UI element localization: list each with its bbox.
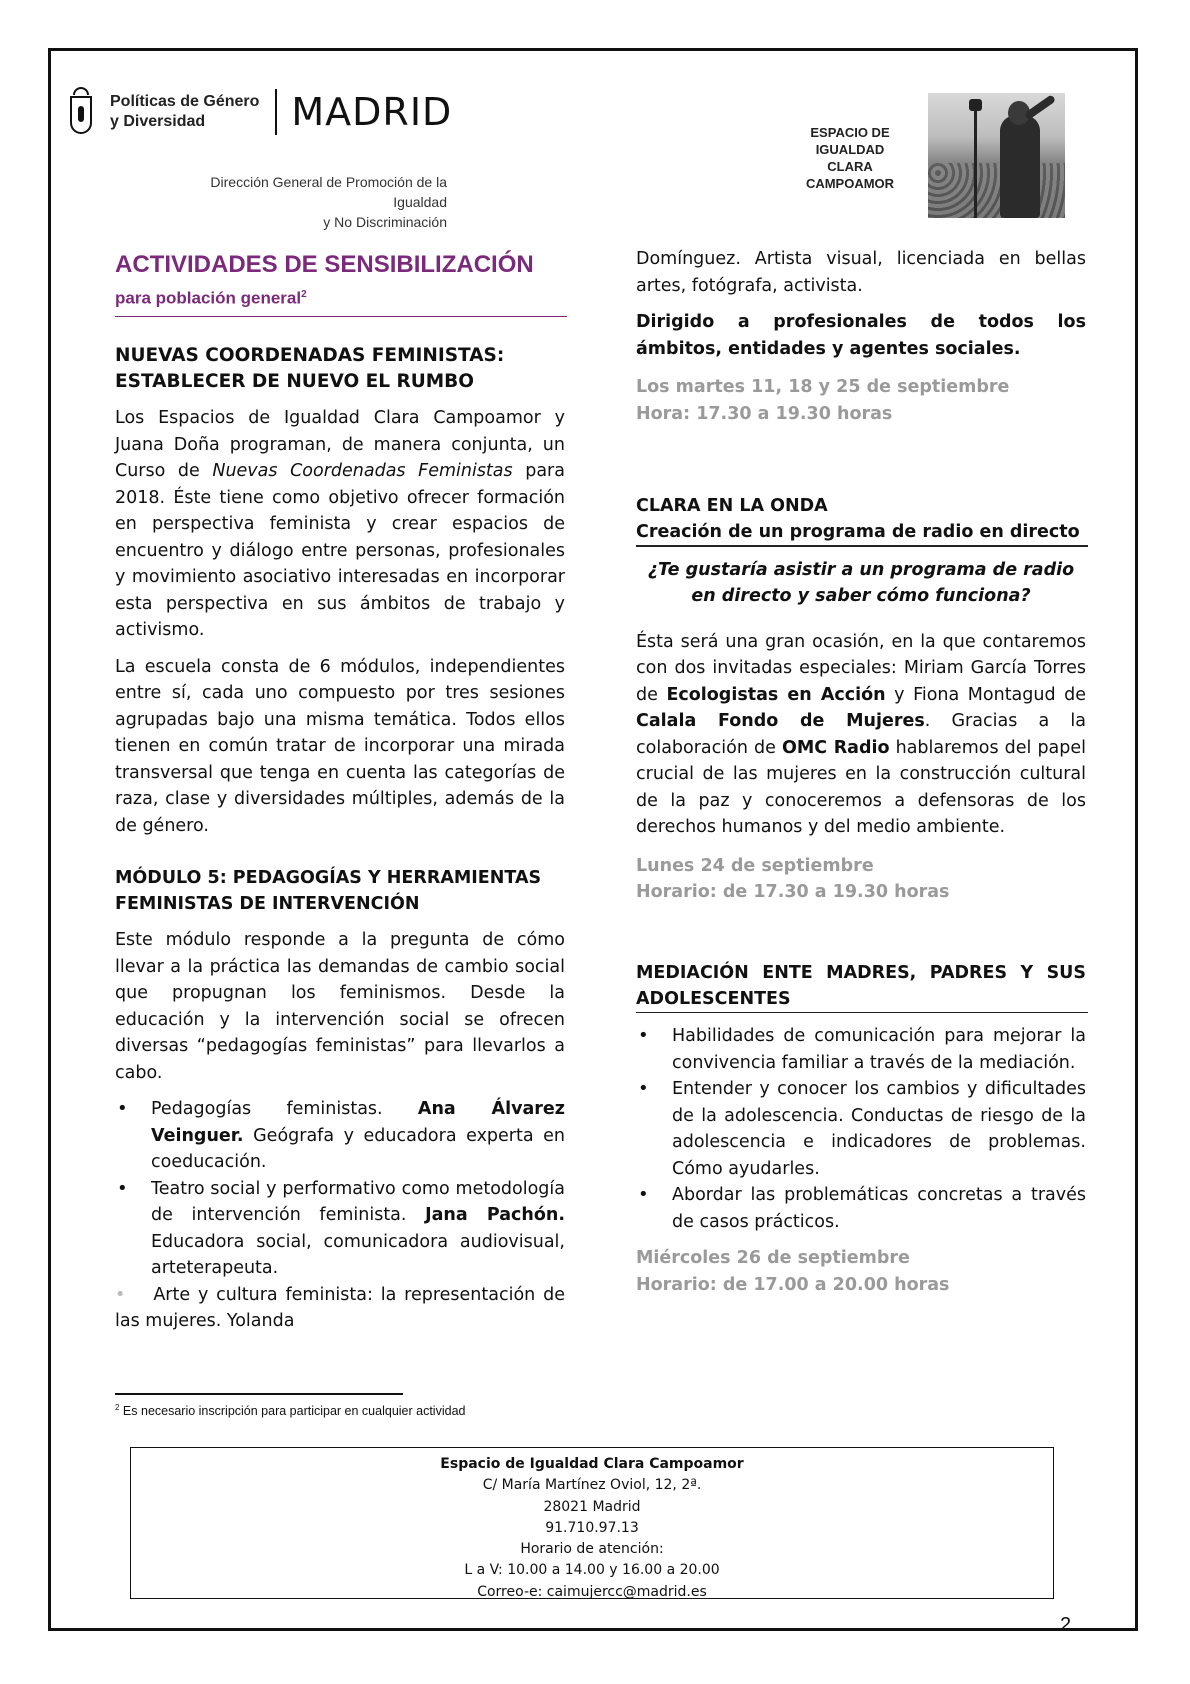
schedule-hours: Horario: de 17.00 a 20.00 horas bbox=[636, 1274, 950, 1295]
contact-email[interactable]: Correo-e: caimujercc@madrid.es bbox=[477, 1583, 707, 1600]
list-item bbox=[115, 1282, 565, 1335]
espacio-label bbox=[790, 124, 910, 192]
audience-text: Dirigido a profesionales de todos los ámbitos, entidades y agentes sociales. bbox=[636, 312, 1086, 359]
schedule-mediacion bbox=[636, 1245, 1086, 1298]
espacio-line: CAMPOAMOR bbox=[805, 176, 895, 191]
footnote-ref[interactable]: 2 bbox=[301, 289, 307, 300]
organization-name: Ecologistas en Acción bbox=[666, 684, 886, 705]
espacio-line: IGUALDAD bbox=[815, 142, 885, 157]
list-item bbox=[115, 1096, 565, 1176]
text-run: Educadora social, comunicadora audiovisual, arteterapeuta. bbox=[151, 1231, 565, 1279]
list-item bbox=[115, 1176, 565, 1282]
contact-phone[interactable]: 91.710.97.13 bbox=[545, 1519, 639, 1536]
section-heading-mediacion: MEDIACIÓN ENTE MADRES, PADRES Y SUS ADOLESCENTES bbox=[636, 962, 1086, 1009]
direccion-general bbox=[155, 172, 447, 232]
left-column bbox=[115, 250, 565, 1335]
text-run: Arte y cultura feminista: la representación de las mujeres. Yolanda bbox=[115, 1284, 565, 1332]
department-name bbox=[110, 92, 259, 132]
dept-line-2: y Diversidad bbox=[110, 113, 206, 130]
contact-title: Espacio de Igualdad Clara Campoamor bbox=[440, 1456, 744, 1472]
bullet-icon: • bbox=[115, 1284, 126, 1305]
paragraph-modulo5: Este módulo responde a la pregunta de cómo llevar a la práctica las demandas de cambio social que propugnan los feminismos. Desde la educación y la intervención social se ofrecen diversas “pedagogías feministas” para llevarlos a cabo. bbox=[115, 930, 565, 1083]
espacio-line: ESPACIO DE bbox=[810, 125, 890, 140]
contact-box bbox=[130, 1447, 1054, 1599]
section-rule bbox=[636, 545, 1088, 547]
list-item-continuation: Domínguez. Artista visual, licenciada en bellas artes, fotógrafa, activista. bbox=[636, 249, 1086, 296]
footnote-number: 2 bbox=[115, 1403, 120, 1412]
madrid-logo bbox=[70, 82, 452, 142]
schedule-modulo5 bbox=[636, 374, 1086, 427]
schedule-hours: Hora: 17.30 a 19.30 horas bbox=[636, 403, 893, 424]
text-run: para 2018. Éste tiene como objetivo ofrecer formación en perspectiva feminista y crear espacios de encuentro y diálogo entre personas, profesionales y movimiento asociativo interesadas en incorporar esta perspectiva en sus ámbitos de trabajo y activismo. bbox=[115, 461, 565, 641]
paragraph-intro bbox=[115, 405, 565, 644]
schedule-hours: Horario: de 17.30 a 19.30 horas bbox=[636, 882, 950, 902]
heading-line: ESTABLECER DE NUEVO EL RUMBO bbox=[115, 371, 474, 393]
page-title: ACTIVIDADES DE SENSIBILIZACIÓN bbox=[115, 251, 534, 278]
espacio-line: CLARA bbox=[827, 159, 873, 174]
text-run: Ésta será una gran ocasión, en la que contaremos con dos invitadas especiales: Miriam García Torres de bbox=[636, 631, 1086, 705]
section-heading-modulo5 bbox=[115, 865, 565, 917]
section-rule bbox=[636, 1012, 1088, 1014]
section-heading-coordenadas bbox=[115, 343, 565, 395]
speaker-name: Ana Álvarez Veinguer. bbox=[151, 1099, 565, 1146]
page-subtitle bbox=[115, 284, 565, 310]
list-item: • Abordar las problemáticas concretas a través de casos prácticos. bbox=[636, 1182, 1086, 1235]
speaker-name: Jana Pachón. bbox=[425, 1205, 565, 1226]
page-number: 2 bbox=[1060, 1614, 1072, 1636]
text-run: Los Espacios de Igualdad Clara Campoamor y Juana Doña programan, de manera conjunta, un Curso de bbox=[115, 408, 565, 482]
list-item: • Habilidades de comunicación para mejorar la convivencia familiar a través de la mediación. bbox=[636, 1023, 1086, 1076]
direccion-line-1: Dirección General de Promoción de la Igualdad bbox=[210, 174, 447, 210]
schedule-date: Los martes 11, 18 y 25 de septiembre bbox=[636, 377, 1010, 397]
footnote-rule bbox=[115, 1393, 403, 1395]
schedule-radio bbox=[636, 853, 1086, 906]
footnote-text: Es necesario inscripción para participar en cualquier actividad bbox=[119, 1404, 466, 1419]
schedule-date: Lunes 24 de septiembre bbox=[636, 855, 874, 876]
mediacion-list bbox=[636, 1023, 1086, 1235]
logo-divider bbox=[275, 89, 277, 135]
contact-city: 28021 Madrid bbox=[543, 1498, 641, 1515]
list-item: • Entender y conocer los cambios y dificultades de la adolescencia. Conductas de riesgo de la adolescencia e indicadores de problemas. Cómo ayudarles. bbox=[636, 1076, 1086, 1182]
organization-name: OMC Radio bbox=[781, 737, 890, 758]
text-run: . Gracias a la colaboración de bbox=[636, 711, 1086, 758]
city-wordmark: MADRID bbox=[291, 90, 453, 134]
contact-address: C/ María Martínez Oviol, 12, 2ª. bbox=[482, 1477, 702, 1494]
section-heading-radio bbox=[636, 493, 1086, 545]
contact-hours: L a V: 10.00 a 14.00 y 16.00 a 20.00 bbox=[464, 1562, 720, 1579]
text-run: y Fiona Montagud de bbox=[885, 684, 1087, 705]
heading-line: NUEVAS COORDENADAS FEMINISTAS: bbox=[115, 345, 505, 367]
text-run: Pedagogías feministas. bbox=[151, 1099, 418, 1120]
right-column bbox=[636, 246, 1086, 1298]
organization-name: Calala Fondo de Mujeres bbox=[636, 711, 925, 731]
course-name: Nuevas Coordenadas Feministas bbox=[212, 461, 513, 482]
contact-hours-label: Horario de atención: bbox=[520, 1541, 664, 1558]
heading-line: Creación de un programa de radio en directo bbox=[636, 522, 1080, 542]
heading-line: MÓDULO 5: PEDAGOGÍAS Y HERRAMIENTAS bbox=[115, 868, 542, 889]
subtitle-text: para población general bbox=[115, 288, 302, 308]
heading-line: FEMINISTAS DE INTERVENCIÓN bbox=[115, 894, 420, 915]
paragraph-escuela: La escuela consta de 6 módulos, independientes entre sí, cada uno compuesto por tres sesiones agrupadas bajo una misma temática. Todos ellos tienen en común tratar de incorporar una mirada transversal que tenga en cuenta las categorías de raza, clase y diversidades múltiples, además de la de género. bbox=[115, 656, 565, 836]
dept-line-1: Políticas de Género bbox=[110, 93, 260, 110]
title-rule bbox=[115, 316, 567, 318]
direccion-line-2: y No Discriminación bbox=[323, 214, 447, 230]
text-run: hablaremos del papel crucial de las mujeres en la construcción cultural de la paz y conoceremos a defensoras de los derechos humanos y del medio ambiente. bbox=[636, 737, 1087, 837]
paragraph-radio bbox=[636, 629, 1086, 841]
heading-line: CLARA EN LA ONDA bbox=[636, 496, 828, 516]
speakers-list bbox=[115, 1096, 565, 1282]
radio-question: ¿Te gustaría asistir a un programa de radio en directo y saber cómo funciona? bbox=[647, 559, 1075, 606]
text-run: Geógrafa y educadora experta en coeducación. bbox=[151, 1125, 565, 1173]
schedule-date: Miércoles 26 de septiembre bbox=[636, 1248, 910, 1268]
footnote bbox=[115, 1403, 465, 1418]
clara-campoamor-photo bbox=[928, 93, 1065, 218]
text-run: Teatro social y performativo como metodología de intervención feminista. bbox=[151, 1178, 565, 1226]
madrid-crest-icon bbox=[70, 87, 92, 137]
